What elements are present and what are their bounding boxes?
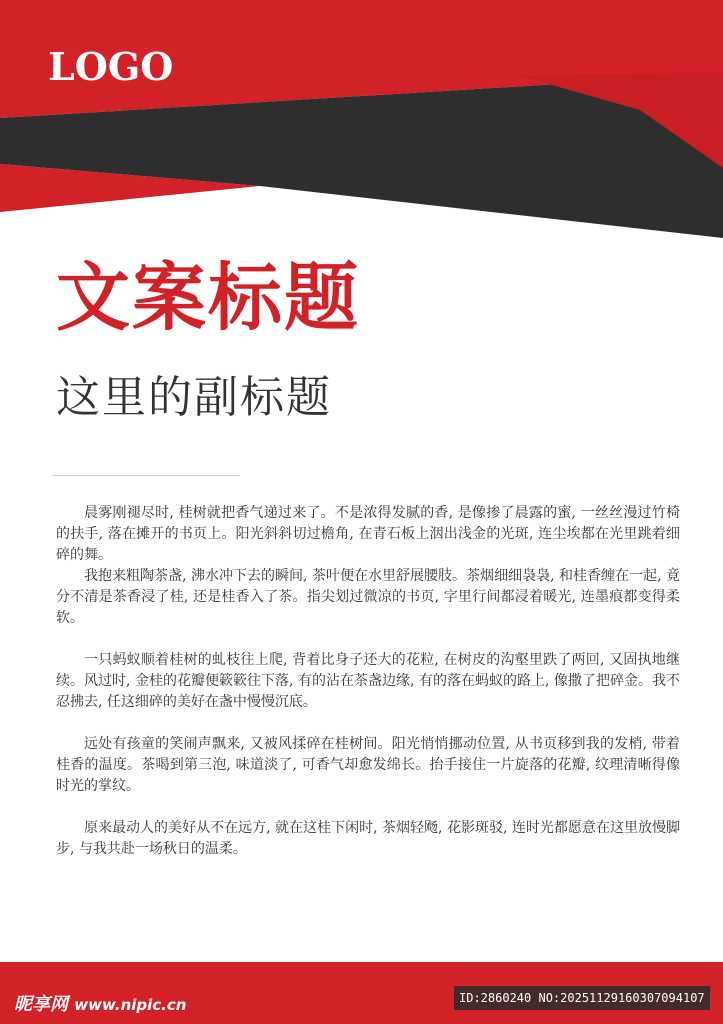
- paragraph-2: 我抱来粗陶茶盏, 沸水冲下去的瞬间, 茶叶便在水里舒展腰肢。茶烟细细袅袅, 和桂香缠在一起, 竟分不清是茶香浸了桂, 还是桂香入了茶。指尖划过微凉的书页, 字里行间都浸着暖光, 连墨痕都变得柔软。: [56, 568, 680, 626]
- page-title: 文案标题: [56, 255, 360, 341]
- page-subtitle: 这里的副标题: [56, 372, 332, 423]
- site-url[interactable]: www.nipic.cn: [74, 996, 187, 1014]
- footer-bar: [0, 962, 723, 1024]
- header-banner: [0, 0, 723, 250]
- paragraph-5: 原来最动人的美好从不在远方, 就在这桂下闲时, 茶烟轻飏, 花影斑驳, 连时光都愿意在这里放慢脚步, 与我共赴一场秋日的温柔。: [56, 820, 680, 857]
- banner-shapes: [0, 0, 723, 250]
- paragraph-1: 晨雾刚褪尽时, 桂树就把香气递过来了。不是浓得发腻的香, 是像掺了晨露的蜜, 一丝丝漫过竹椅的扶手, 落在摊开的书页上。阳光斜斜切过檐角, 在青石板上洇出浅金的光斑, 连尘埃都在光里跳着细碎的舞。: [56, 505, 680, 563]
- article-body: [56, 503, 680, 860]
- logo: LOGO: [48, 44, 174, 89]
- id-text: ID:2860240 NO:20251129160307094107: [459, 991, 705, 1005]
- title-divider: [52, 475, 240, 476]
- watermark-site: [14, 990, 186, 1016]
- paragraph-3: 一只蚂蚁顺着桂树的虬枝往上爬, 背着比身子还大的花粒, 在树皮的沟壑里跌了两回, 又固执地继续。风过时, 金桂的花瓣便簌簌往下落, 有的沾在茶盏边缘, 有的落在蚂蚁的路上, 像撒了把碎金。我不忍拂去, 任这细碎的美好在盏中慢慢沉底。: [56, 652, 680, 710]
- site-name: 昵享网: [14, 994, 68, 1015]
- paragraph-4: 远处有孩童的笑闹声飘来, 又被风揉碎在桂树间。阳光悄悄挪动位置, 从书页移到我的发梢, 带着桂香的温度。茶喝到第三泡, 味道淡了, 可香气却愈发绵长。抬手接住一片旋落的花瓣, 纹理清晰得像时光的掌纹。: [56, 736, 680, 794]
